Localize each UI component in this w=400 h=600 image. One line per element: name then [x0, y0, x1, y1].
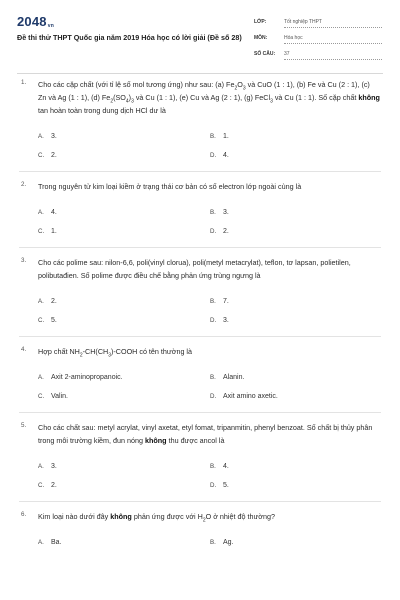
document-title: Đề thi thử THPT Quốc gia năm 2019 Hóa học có lời giải (Đề số 28) [17, 33, 242, 42]
question-2 [0, 180, 400, 241]
option-text: Alanin. [223, 374, 245, 381]
option-c[interactable] [38, 476, 210, 495]
question-text [38, 78, 380, 117]
answer-options [38, 533, 380, 552]
answer-options [38, 203, 380, 241]
logo-suffix: vn [47, 23, 54, 29]
site-logo[interactable] [17, 14, 54, 29]
emphasis-text: không [145, 436, 167, 445]
logo-text: 2048 [17, 14, 47, 29]
option-text: 3. [223, 317, 229, 324]
question-text-part: Cho các cặp chất (với tỉ lệ số mol tương ứng) như sau: (a) Fe [38, 80, 235, 89]
question-4 [0, 345, 400, 406]
meta-class-value: Tốt nghiệp THPT [284, 17, 382, 28]
option-letter: B. [210, 374, 216, 381]
option-letter: A. [38, 374, 44, 381]
option-text: Ba. [51, 539, 62, 546]
option-letter: D. [210, 482, 217, 489]
question-number: 2. [21, 181, 27, 188]
option-letter: C. [38, 482, 45, 489]
option-text: 1. [51, 228, 57, 235]
option-letter: B. [210, 463, 216, 470]
answer-options [38, 457, 380, 495]
option-letter: A. [38, 298, 44, 305]
subscript: 3 [270, 98, 273, 105]
option-letter: B. [210, 539, 216, 546]
option-letter: C. [38, 228, 45, 235]
header-divider [17, 73, 383, 74]
question-text-part: Cho các chất sau: metyl acrylat, vinyl axetat, etyl fomat, tripanmitin, phenyl benzoat. Số chất bị thủy phân trong môi trường kiềm, đun nóng [38, 423, 373, 445]
option-text: 2. [51, 152, 57, 159]
option-text: Axit amino axetic. [223, 393, 278, 400]
option-letter: D. [210, 228, 217, 235]
option-letter: D. [210, 317, 217, 324]
question-5 [0, 421, 400, 495]
question-divider [19, 336, 381, 337]
option-c[interactable] [38, 387, 210, 406]
option-c[interactable] [38, 311, 210, 330]
option-b[interactable] [210, 203, 382, 222]
question-text: Trong nguyên tử kim loại kiềm ở trạng thái cơ bản có số electron lớp ngoài cùng là [38, 182, 302, 191]
question-text-part: (SO [113, 93, 126, 102]
option-text: 7. [223, 298, 229, 305]
meta-class-row [254, 14, 382, 30]
emphasis-text: không [110, 512, 132, 521]
question-divider [19, 247, 381, 248]
subscript: 3 [242, 85, 246, 92]
meta-count-value: 37 [284, 49, 382, 60]
option-letter: B. [210, 209, 216, 216]
option-text: 4. [223, 463, 229, 470]
option-text: 2. [51, 298, 57, 305]
question-1 [0, 78, 400, 165]
question-text-part: )-COOH có tên thường là [111, 347, 193, 356]
question-divider [19, 501, 381, 502]
option-a[interactable] [38, 203, 210, 222]
question-text-part: và Cu (1 : 1). Số cặp chất [272, 93, 359, 102]
subscript: 2 [234, 85, 238, 92]
question-text [38, 345, 380, 358]
option-text: 5. [223, 482, 229, 489]
question-divider [19, 171, 381, 172]
option-letter: A. [38, 463, 44, 470]
question-text-part: O ở nhiệt độ thường? [205, 512, 275, 521]
option-letter: C. [38, 317, 45, 324]
option-b[interactable] [210, 457, 382, 476]
subscript: 2 [110, 98, 114, 105]
option-text: 2. [223, 228, 229, 235]
question-6 [0, 510, 400, 552]
option-b[interactable] [210, 533, 382, 552]
option-letter: D. [210, 393, 217, 400]
option-text: Axit 2-aminopropanoic. [51, 374, 123, 381]
question-text-part: và Cu (1 : 1), (e) Cu và Ag (2 : 1), (g) FeCl [133, 93, 271, 102]
meta-subject-value: Hóa học [284, 33, 382, 44]
option-a[interactable] [38, 457, 210, 476]
question-text-part: Kim loại nào dưới đây [38, 512, 111, 521]
option-b[interactable] [210, 292, 382, 311]
option-c[interactable] [38, 222, 210, 241]
answer-options [38, 368, 380, 406]
question-text-part: thu được ancol là [166, 436, 225, 445]
option-a[interactable] [38, 533, 210, 552]
meta-subject-row [254, 30, 382, 46]
option-text: Valin. [51, 393, 68, 400]
option-text: Ag. [223, 539, 234, 546]
answer-options [38, 292, 380, 330]
question-list [0, 78, 400, 552]
question-text-part: Hợp chất NH [38, 347, 80, 356]
question-text [38, 510, 380, 523]
question-text-part: ) [128, 93, 132, 102]
option-letter: C. [38, 152, 45, 159]
question-text-part: O [237, 80, 243, 89]
option-b[interactable] [210, 127, 382, 146]
option-text: 4. [223, 152, 229, 159]
option-letter: A. [38, 209, 44, 216]
option-b[interactable] [210, 368, 382, 387]
document-header [0, 0, 400, 70]
option-letter: B. [210, 298, 216, 305]
option-a[interactable] [38, 292, 210, 311]
subscript: 4 [125, 98, 129, 105]
option-d[interactable] [210, 146, 382, 165]
question-number: 3. [21, 257, 27, 264]
question-text-part: phản ứng được với H [131, 512, 203, 521]
subscript: 3 [131, 98, 134, 105]
meta-subject-label: MÔN: [254, 35, 268, 41]
option-text: 1. [223, 133, 229, 140]
question-text [38, 421, 380, 447]
option-d[interactable] [210, 476, 382, 495]
question-number: 1. [21, 79, 27, 86]
question-text-part: -CH(CH [82, 347, 109, 356]
option-text: 4. [51, 209, 57, 216]
option-text: 5. [51, 317, 57, 324]
option-letter: C. [38, 393, 45, 400]
subscript: 2 [202, 517, 206, 524]
question-3 [0, 256, 400, 330]
meta-count-row [254, 46, 382, 62]
question-number: 6. [21, 511, 27, 518]
option-a[interactable] [38, 368, 210, 387]
emphasis-text: không [358, 93, 380, 102]
document-meta [254, 14, 382, 62]
option-text: 2. [51, 482, 57, 489]
question-number: 5. [21, 422, 27, 429]
question-text-part: tan hoàn toàn trong dung dịch HCl dư là [38, 106, 166, 115]
option-letter: A. [38, 539, 44, 546]
meta-class-label: LỚP: [254, 19, 267, 25]
question-text-part: và CuO (1 : 1), (b) Fe và Cu (2 : 1), (c) Zn và Ag (1 : 1), (d) Fe [38, 80, 370, 102]
option-text: 3. [51, 463, 57, 470]
option-a[interactable] [38, 127, 210, 146]
option-d[interactable] [210, 311, 382, 330]
question-text: Cho các polime sau: nilon-6,6, poli(vinyl clorua), poli(metyl metacrylat), teflon, tơ lapsan, polietilen, polibutađien. Số polime được điều chế bằng phản ứng trùng ngưng là [38, 258, 351, 280]
option-letter: D. [210, 152, 217, 159]
option-text: 3. [223, 209, 229, 216]
option-letter: B. [210, 133, 216, 140]
option-letter: A. [38, 133, 44, 140]
answer-options [38, 127, 380, 165]
question-number: 4. [21, 346, 27, 353]
question-divider [19, 412, 381, 413]
option-c[interactable] [38, 146, 210, 165]
option-text: 3. [51, 133, 57, 140]
option-d[interactable] [210, 387, 382, 406]
option-d[interactable] [210, 222, 382, 241]
subscript: 2 [79, 352, 83, 359]
subscript: 3 [108, 352, 111, 359]
meta-count-label: SỐ CÂU: [254, 51, 276, 57]
